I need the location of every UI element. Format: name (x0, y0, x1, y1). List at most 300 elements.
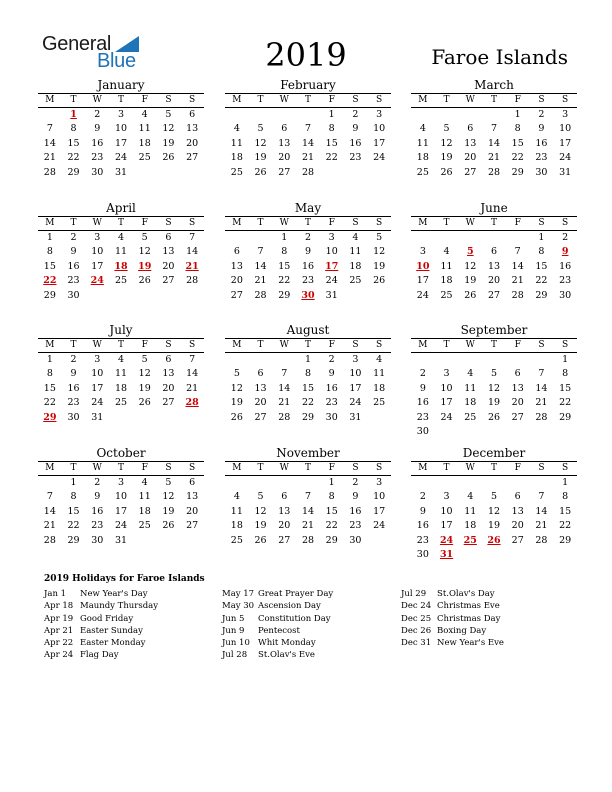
day-cell: 4 (233, 491, 240, 503)
weekday-label: W (465, 218, 475, 228)
day-cell: 14 (186, 246, 199, 258)
weekday-label: M (232, 95, 242, 105)
day-cell: 4 (419, 123, 426, 135)
month-name: December (462, 446, 526, 460)
day-cell: 6 (165, 232, 172, 243)
day-cell: 27 (162, 397, 175, 409)
day-cell: 1 (328, 109, 335, 120)
day-cell: 14 (535, 382, 548, 394)
day-cell: 29 (278, 289, 291, 301)
weekday-label: S (189, 463, 196, 473)
day-cell: 7 (538, 368, 545, 380)
holiday-day-cell: 10 (416, 260, 430, 272)
day-cell: 28 (301, 166, 315, 178)
weekday-label: T (490, 95, 497, 105)
day-cell: 15 (301, 382, 315, 394)
day-cell: 24 (416, 289, 429, 301)
month-name: July (109, 323, 133, 337)
month-may (225, 201, 391, 303)
day-cell: 22 (43, 397, 56, 409)
holiday-name: New Year's Day (80, 589, 148, 599)
day-cell: 1 (304, 354, 312, 365)
day-cell: 1 (281, 232, 288, 243)
day-cell: 30 (91, 534, 104, 546)
weekday-label: S (189, 95, 196, 105)
weekday-label: S (538, 218, 545, 228)
weekday-label: F (328, 340, 335, 350)
day-cell: 4 (443, 246, 450, 258)
day-cell: 26 (464, 289, 477, 301)
holiday-item (44, 649, 158, 661)
day-cell: 7 (490, 123, 498, 135)
weekday-label: T (117, 463, 124, 473)
day-cell: 30 (535, 166, 548, 178)
day-cell: 15 (535, 260, 548, 272)
day-cell: 7 (538, 491, 545, 503)
weekday-label: T (490, 340, 497, 350)
day-cell: 4 (233, 123, 240, 135)
holiday-date: Apr 24 (44, 650, 74, 661)
day-cell: 13 (487, 260, 501, 272)
day-cell: 20 (162, 260, 175, 272)
day-cell: 26 (138, 397, 151, 409)
weekday-label: F (514, 463, 521, 473)
weekday-header (38, 93, 204, 108)
day-cell: 20 (186, 505, 199, 517)
day-cell: 17 (373, 505, 386, 517)
day-cell: 27 (162, 275, 175, 287)
day-cell: 4 (141, 109, 148, 120)
holiday-date: Apr 21 (44, 625, 74, 636)
day-cell: 2 (70, 354, 77, 365)
weekday-label: T (443, 463, 450, 473)
day-cell: 27 (278, 166, 291, 178)
day-cell: 7 (281, 368, 288, 380)
day-cell: 18 (464, 520, 477, 532)
day-cell: 3 (562, 109, 569, 120)
day-cell: 3 (117, 109, 125, 120)
day-cell: 3 (328, 232, 335, 243)
weekday-header (225, 338, 391, 353)
day-cell: 21 (535, 520, 548, 532)
day-cell: 20 (487, 275, 501, 287)
day-cell: 14 (535, 505, 548, 517)
day-cell: 8 (46, 246, 53, 258)
empty-day-cell (249, 108, 273, 122)
day-cell: 1 (46, 232, 53, 243)
holiday-item (222, 588, 333, 600)
day-cell: 28 (254, 289, 267, 301)
weekday-header (38, 461, 204, 476)
weekday-header (411, 338, 577, 353)
weekday-label: T (257, 95, 264, 105)
day-cell: 18 (349, 260, 362, 272)
day-cell: 17 (559, 137, 572, 149)
day-cell: 15 (559, 505, 572, 517)
day-cell: 15 (43, 382, 56, 394)
day-cell: 2 (328, 354, 335, 365)
empty-day-cell (249, 353, 273, 367)
day-cell: 6 (281, 491, 288, 503)
day-cell: 7 (189, 232, 196, 243)
holiday-day-cell: 29 (43, 411, 57, 423)
day-cell: 8 (328, 491, 335, 503)
holiday-day-cell: 5 (466, 246, 474, 258)
weekday-label: T (257, 340, 264, 350)
empty-day-cell (272, 353, 296, 367)
weekday-label: F (328, 218, 335, 228)
day-cell: 13 (254, 382, 267, 394)
weekday-label: M (418, 218, 428, 228)
day-cell: 12 (254, 137, 267, 149)
holiday-item (222, 649, 333, 661)
day-cell: 19 (254, 152, 267, 164)
weekday-label: S (165, 95, 172, 105)
holiday-name: Constitution Day (258, 613, 331, 624)
empty-day-cell (296, 108, 320, 122)
weekday-label: M (45, 340, 55, 350)
day-cell: 22 (325, 520, 338, 532)
holiday-item (401, 613, 504, 625)
holiday-date: May 17 (222, 589, 255, 599)
holiday-item (401, 588, 504, 600)
holiday-name: Whit Monday (258, 638, 316, 649)
day-cell: 16 (535, 137, 548, 149)
day-cell: 30 (67, 289, 80, 301)
day-cell: 2 (538, 109, 545, 120)
weekday-label: W (279, 340, 289, 350)
weekday-label: T (70, 95, 77, 105)
day-cell: 19 (464, 275, 477, 287)
day-cell: 2 (419, 491, 426, 503)
day-grid (411, 108, 577, 180)
weekday-label: T (70, 340, 77, 350)
day-cell: 23 (416, 534, 429, 546)
weekday-header (225, 461, 391, 476)
day-cell: 20 (254, 397, 267, 409)
day-cell: 31 (114, 534, 128, 546)
day-cell: 28 (535, 411, 548, 423)
day-cell: 30 (67, 411, 80, 423)
day-cell: 23 (67, 275, 80, 287)
month-march (411, 78, 577, 180)
day-cell: 31 (114, 166, 128, 178)
day-cell: 12 (373, 246, 386, 258)
day-cell: 25 (138, 520, 151, 532)
weekday-label: S (352, 340, 359, 350)
day-cell: 23 (301, 275, 315, 287)
holiday-date: Apr 22 (44, 638, 74, 649)
day-cell: 10 (440, 382, 453, 394)
day-cell: 30 (325, 411, 338, 423)
empty-day-cell (225, 231, 249, 245)
day-cell: 16 (349, 505, 362, 517)
day-cell: 25 (440, 289, 453, 301)
day-cell: 18 (416, 152, 429, 164)
weekday-label: M (45, 218, 55, 228)
holiday-item (44, 613, 158, 625)
day-cell: 11 (349, 246, 362, 258)
month-name: August (286, 323, 330, 337)
day-cell: 19 (254, 520, 267, 532)
empty-day-cell (435, 231, 459, 245)
day-cell: 3 (94, 354, 101, 365)
day-cell: 3 (443, 368, 450, 380)
day-cell: 15 (43, 260, 56, 272)
weekday-label: S (352, 218, 359, 228)
holiday-name: Boxing Day (437, 625, 487, 636)
day-cell: 18 (440, 275, 453, 287)
day-cell: 5 (257, 123, 264, 135)
day-cell: 19 (162, 137, 175, 149)
day-cell: 8 (562, 368, 569, 380)
month-name: June (480, 201, 508, 215)
day-cell: 21 (301, 520, 315, 532)
day-cell: 11 (416, 137, 429, 149)
holiday-name: Flag Day (80, 650, 119, 661)
day-cell: 27 (186, 520, 199, 532)
day-cell: 26 (487, 411, 501, 423)
weekday-label: W (279, 218, 289, 228)
holiday-name: New Year's Eve (437, 638, 504, 649)
day-cell: 10 (559, 123, 572, 135)
day-cell: 13 (186, 491, 199, 503)
day-cell: 13 (162, 368, 175, 380)
holiday-name: Easter Monday (80, 638, 146, 649)
empty-day-cell (482, 108, 506, 122)
day-cell: 1 (46, 354, 53, 365)
month-name: October (96, 446, 146, 460)
day-cell: 22 (67, 152, 80, 164)
day-cell: 5 (376, 232, 383, 243)
day-cell: 25 (114, 275, 128, 287)
day-cell: 23 (349, 152, 362, 164)
holiday-date: Jul 29 (401, 589, 427, 599)
empty-day-cell (458, 231, 482, 245)
empty-day-cell (249, 231, 273, 245)
day-cell: 24 (325, 275, 338, 287)
day-cell: 10 (114, 123, 128, 135)
day-cell: 9 (419, 382, 426, 394)
day-cell: 6 (233, 246, 240, 258)
day-cell: 24 (349, 397, 362, 409)
weekday-label: M (418, 340, 428, 350)
day-cell: 19 (440, 152, 453, 164)
logo-text-blue: Blue (97, 50, 136, 72)
day-cell: 25 (138, 152, 151, 164)
day-cell: 15 (67, 505, 80, 517)
day-cell: 29 (325, 534, 338, 546)
day-cell: 23 (91, 152, 104, 164)
day-cell: 28 (535, 534, 548, 546)
day-cell: 26 (138, 275, 151, 287)
day-cell: 18 (114, 382, 128, 394)
day-cell: 10 (114, 491, 128, 503)
day-cell: 6 (281, 123, 288, 135)
day-cell: 30 (416, 548, 429, 560)
day-cell: 25 (114, 397, 128, 409)
weekday-label: S (376, 340, 383, 350)
weekday-label: S (352, 463, 359, 473)
day-cell: 28 (301, 534, 315, 546)
holiday-item (44, 588, 158, 600)
holiday-day-cell: 9 (561, 246, 569, 258)
day-cell: 23 (325, 397, 338, 409)
holiday-item (401, 637, 504, 649)
weekday-label: S (562, 95, 569, 105)
day-cell: 2 (352, 109, 359, 120)
holiday-day-cell: 24 (439, 534, 454, 546)
day-cell: 19 (138, 382, 151, 394)
holiday-day-cell: 22 (43, 275, 57, 287)
weekday-label: F (141, 340, 148, 350)
empty-day-cell (435, 108, 459, 122)
day-cell: 9 (352, 123, 359, 135)
day-cell: 1 (538, 232, 545, 243)
day-cell: 7 (257, 246, 264, 258)
day-cell: 10 (91, 246, 104, 258)
day-cell: 22 (511, 152, 524, 164)
day-cell: 8 (304, 368, 312, 380)
day-cell: 20 (186, 137, 199, 149)
day-cell: 9 (70, 368, 77, 380)
holiday-name: Christmas Eve (437, 601, 500, 612)
day-cell: 25 (373, 397, 386, 409)
holiday-name: Great Prayer Day (258, 589, 334, 599)
day-cell: 24 (440, 411, 453, 423)
day-cell: 16 (91, 505, 104, 517)
day-grid (411, 476, 577, 562)
weekday-label: W (92, 340, 102, 350)
day-cell: 20 (464, 152, 477, 164)
day-cell: 4 (117, 232, 125, 243)
day-cell: 29 (301, 411, 315, 423)
weekday-label: M (232, 218, 242, 228)
day-cell: 21 (43, 520, 56, 532)
day-cell: 21 (278, 397, 291, 409)
day-cell: 14 (487, 137, 501, 149)
holiday-item (222, 625, 333, 637)
day-cell: 22 (278, 275, 291, 287)
day-cell: 14 (254, 260, 267, 272)
day-cell: 24 (559, 152, 572, 164)
day-cell: 31 (325, 289, 338, 301)
day-cell: 28 (487, 166, 501, 178)
day-cell: 5 (165, 477, 172, 488)
day-cell: 31 (91, 411, 104, 423)
day-cell: 18 (464, 397, 477, 409)
holiday-day-cell: 19 (138, 260, 152, 272)
day-cell: 2 (94, 109, 101, 120)
day-cell: 9 (419, 505, 426, 517)
day-cell: 27 (464, 166, 477, 178)
day-cell: 15 (511, 137, 524, 149)
day-cell: 16 (416, 397, 429, 409)
day-cell: 9 (70, 246, 77, 258)
weekday-label: W (465, 95, 475, 105)
day-cell: 18 (138, 505, 151, 517)
day-cell: 10 (373, 123, 386, 135)
weekday-label: S (538, 95, 545, 105)
holiday-date: Dec 24 (401, 601, 432, 612)
month-september (411, 323, 577, 439)
day-cell: 17 (114, 137, 128, 149)
day-cell: 14 (278, 382, 291, 394)
day-cell: 8 (538, 246, 545, 258)
month-october (38, 446, 204, 548)
day-cell: 30 (416, 425, 429, 437)
weekday-label: S (562, 218, 569, 228)
weekday-label: W (279, 95, 289, 105)
day-cell: 4 (467, 491, 474, 503)
day-cell: 23 (349, 520, 362, 532)
holiday-date: Dec 25 (401, 613, 432, 624)
holiday-day-cell: 1 (70, 109, 77, 120)
empty-day-cell (411, 353, 435, 367)
day-cell: 2 (562, 232, 569, 243)
day-cell: 29 (43, 289, 56, 301)
day-cell: 21 (535, 397, 548, 409)
holiday-column (222, 588, 333, 662)
day-cell: 28 (186, 275, 199, 287)
holiday-name: St.Olav's Day (437, 589, 495, 599)
weekday-label: S (538, 463, 545, 473)
weekday-label: T (304, 340, 311, 350)
weekday-label: T (117, 218, 124, 228)
day-cell: 26 (254, 534, 267, 546)
day-cell: 4 (467, 368, 474, 380)
day-cell: 26 (230, 411, 243, 423)
day-cell: 17 (416, 275, 429, 287)
day-cell: 3 (352, 354, 359, 365)
empty-day-cell (506, 476, 530, 490)
day-cell: 27 (254, 411, 267, 423)
weekday-label: F (514, 95, 521, 105)
empty-day-cell (458, 476, 482, 490)
day-cell: 13 (230, 260, 243, 272)
day-cell: 9 (304, 246, 312, 258)
day-cell: 14 (301, 137, 315, 149)
empty-day-cell (530, 353, 554, 367)
holiday-column (401, 588, 504, 649)
day-cell: 6 (165, 354, 172, 365)
weekday-header (411, 461, 577, 476)
day-cell: 17 (440, 397, 453, 409)
day-cell: 12 (138, 246, 151, 258)
day-cell: 3 (117, 477, 125, 488)
weekday-label: W (465, 340, 475, 350)
day-cell: 14 (43, 505, 56, 517)
day-grid (225, 476, 391, 548)
day-cell: 17 (91, 260, 104, 272)
day-cell: 1 (562, 354, 569, 365)
day-cell: 16 (325, 382, 338, 394)
holiday-item (401, 625, 504, 637)
day-grid (411, 231, 577, 303)
day-cell: 6 (490, 246, 498, 258)
weekday-header (411, 93, 577, 108)
day-cell: 1 (328, 477, 335, 488)
day-cell: 24 (114, 152, 128, 164)
holiday-date: Dec 26 (401, 625, 432, 636)
day-cell: 19 (373, 260, 386, 272)
day-cell: 7 (514, 246, 521, 258)
day-cell: 27 (186, 152, 199, 164)
weekday-label: S (165, 218, 172, 228)
empty-day-cell (435, 353, 459, 367)
month-february (225, 78, 391, 180)
empty-day-cell (435, 476, 459, 490)
